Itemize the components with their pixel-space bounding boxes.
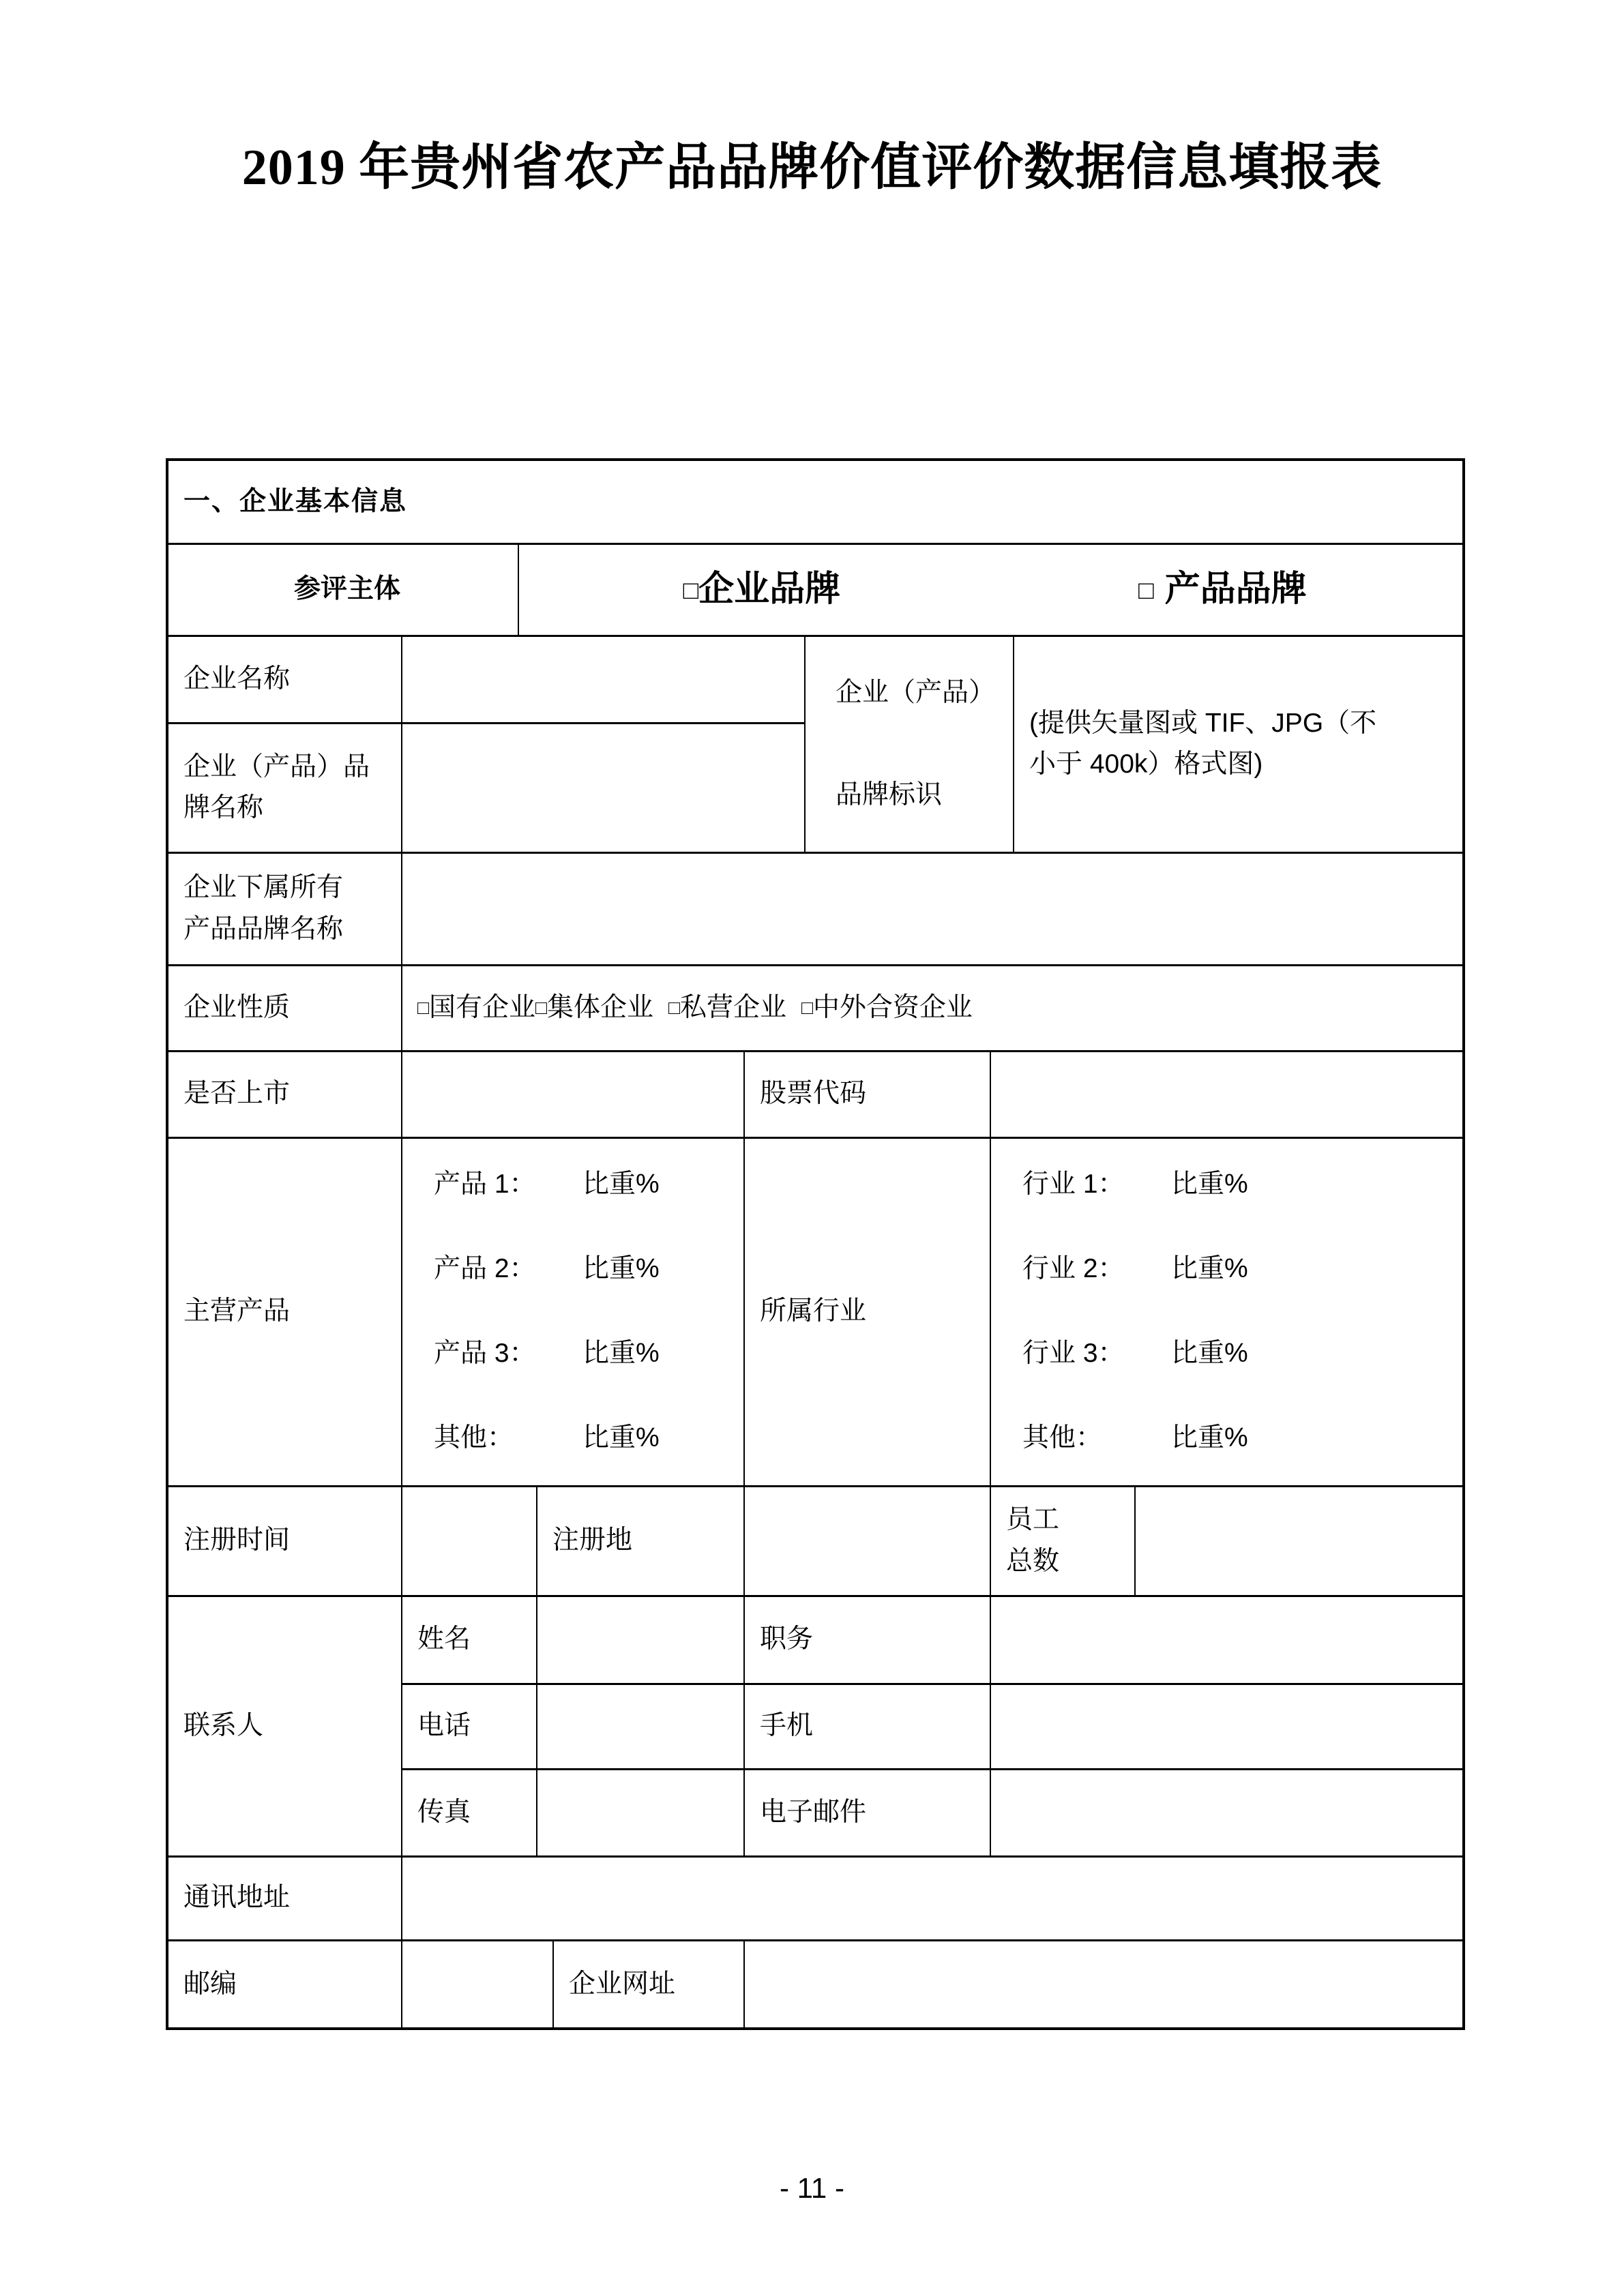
industry-other-line: 其他： 比重% bbox=[1022, 1423, 1248, 1453]
product-brand-checkbox[interactable]: □ bbox=[1138, 576, 1154, 605]
sub-brands-input-cell[interactable] bbox=[402, 852, 1464, 965]
subject-options-cell bbox=[518, 543, 1464, 636]
listing-row bbox=[167, 1051, 1464, 1137]
brand-logo-label-line1: 企业（产品） bbox=[836, 677, 996, 707]
industry-list-cell[interactable] bbox=[990, 1137, 1464, 1486]
address-input-cell[interactable] bbox=[402, 1856, 1464, 1940]
brand-name-label: 企业（产品）品 牌名称 bbox=[167, 723, 402, 852]
joint-venture-label: 中外合资企业 bbox=[812, 992, 973, 1022]
zip-label: 邮编 bbox=[167, 1940, 402, 2029]
joint-venture-checkbox[interactable]: □ bbox=[801, 996, 813, 1018]
main-products-list-cell[interactable] bbox=[402, 1137, 744, 1486]
contact-fax-input-cell[interactable] bbox=[537, 1769, 744, 1856]
brand-name-input-cell[interactable] bbox=[402, 723, 805, 852]
enterprise-brand-option bbox=[683, 562, 840, 617]
website-label: 企业网址 bbox=[553, 1940, 744, 2029]
registration-time-label: 注册时间 bbox=[167, 1486, 402, 1596]
product-other-line: 其他： 比重% bbox=[434, 1423, 660, 1453]
address-row bbox=[167, 1856, 1464, 1940]
website-input-cell[interactable] bbox=[744, 1940, 1464, 2029]
stock-code-label: 股票代码 bbox=[744, 1051, 990, 1137]
main-products-label: 主营产品 bbox=[167, 1137, 402, 1486]
section-header: 一、企业基本信息 bbox=[167, 460, 1464, 543]
subject-row bbox=[167, 543, 1464, 636]
collective-checkbox[interactable]: □ bbox=[535, 996, 547, 1018]
contact-name-row bbox=[167, 1596, 1464, 1684]
contact-job-label: 职务 bbox=[744, 1596, 990, 1684]
listing-label: 是否上市 bbox=[167, 1051, 402, 1137]
contact-label: 联系人 bbox=[167, 1596, 402, 1856]
contact-mobile-label: 手机 bbox=[744, 1684, 990, 1769]
section-header-row bbox=[167, 460, 1464, 543]
registration-time-input-cell[interactable] bbox=[402, 1486, 537, 1596]
registration-row bbox=[167, 1486, 1464, 1596]
company-name-label: 企业名称 bbox=[167, 636, 402, 723]
nature-options-cell bbox=[402, 965, 1464, 1051]
document-title: 2019 年贵州省农产品品牌价值评价数据信息填报表 bbox=[241, 140, 1383, 196]
nature-row bbox=[167, 965, 1464, 1051]
contact-phone-input-cell[interactable] bbox=[537, 1684, 744, 1769]
page-number: - 11 - bbox=[780, 2172, 844, 2204]
registration-place-input-cell[interactable] bbox=[744, 1486, 990, 1596]
sub-brands-label: 企业下属所有 产品品牌名称 bbox=[167, 852, 402, 965]
sub-brands-row bbox=[167, 852, 1464, 965]
brand-logo-note-line2: 小于 400k）格式图) bbox=[1029, 749, 1263, 779]
industry-label: 所属行业 bbox=[744, 1137, 990, 1486]
enterprise-brand-label: 企业品牌 bbox=[698, 569, 841, 610]
product-3-line: 产品 3： 比重% bbox=[434, 1339, 660, 1369]
industry-2-line: 行业 2： 比重% bbox=[1022, 1254, 1248, 1284]
main-products-row bbox=[167, 1137, 1464, 1486]
company-info-table bbox=[166, 458, 1465, 2030]
brand-logo-label-cell bbox=[805, 636, 1014, 852]
subject-label: 参评主体 bbox=[167, 543, 518, 636]
contact-job-input-cell[interactable] bbox=[990, 1596, 1464, 1684]
product-1-line: 产品 1： 比重% bbox=[434, 1169, 660, 1199]
brand-logo-note-line1: (提供矢量图或 TIF、JPG（不 bbox=[1029, 708, 1377, 738]
zip-input-cell[interactable] bbox=[402, 1940, 553, 2029]
brand-logo-label-line2: 品牌标识 bbox=[836, 779, 943, 809]
contact-name-label: 姓名 bbox=[402, 1596, 537, 1684]
company-name-input-cell[interactable] bbox=[402, 636, 805, 723]
collective-label: 集体企业 bbox=[546, 992, 653, 1022]
contact-name-input-cell[interactable] bbox=[537, 1596, 744, 1684]
stock-code-input-cell[interactable] bbox=[990, 1051, 1464, 1137]
contact-mobile-input-cell[interactable] bbox=[990, 1684, 1464, 1769]
contact-email-input-cell[interactable] bbox=[990, 1769, 1464, 1856]
enterprise-brand-checkbox[interactable]: □ bbox=[683, 576, 699, 605]
contact-fax-label: 传真 bbox=[402, 1769, 537, 1856]
zip-website-row bbox=[167, 1940, 1464, 2029]
private-checkbox[interactable]: □ bbox=[668, 996, 680, 1018]
contact-phone-label: 电话 bbox=[402, 1684, 537, 1769]
industry-1-line: 行业 1： 比重% bbox=[1022, 1169, 1248, 1199]
brand-logo-note-cell[interactable] bbox=[1014, 636, 1464, 852]
product-brand-label: 产品品牌 bbox=[1164, 569, 1307, 610]
registration-place-label: 注册地 bbox=[537, 1486, 744, 1596]
address-label: 通讯地址 bbox=[167, 1856, 402, 1940]
listing-input-cell[interactable] bbox=[402, 1051, 744, 1137]
company-name-row bbox=[167, 636, 1464, 723]
product-brand-option bbox=[1138, 562, 1307, 617]
state-owned-checkbox[interactable]: □ bbox=[417, 996, 429, 1018]
private-label: 私营企业 bbox=[679, 992, 786, 1022]
nature-label: 企业性质 bbox=[167, 965, 402, 1051]
staff-total-label: 员工总数 bbox=[990, 1486, 1135, 1596]
contact-email-label: 电子邮件 bbox=[744, 1769, 990, 1856]
product-2-line: 产品 2： 比重% bbox=[434, 1254, 660, 1284]
industry-3-line: 行业 3： 比重% bbox=[1022, 1339, 1248, 1369]
staff-total-input-cell[interactable] bbox=[1135, 1486, 1464, 1596]
state-owned-label: 国有企业 bbox=[428, 992, 535, 1022]
